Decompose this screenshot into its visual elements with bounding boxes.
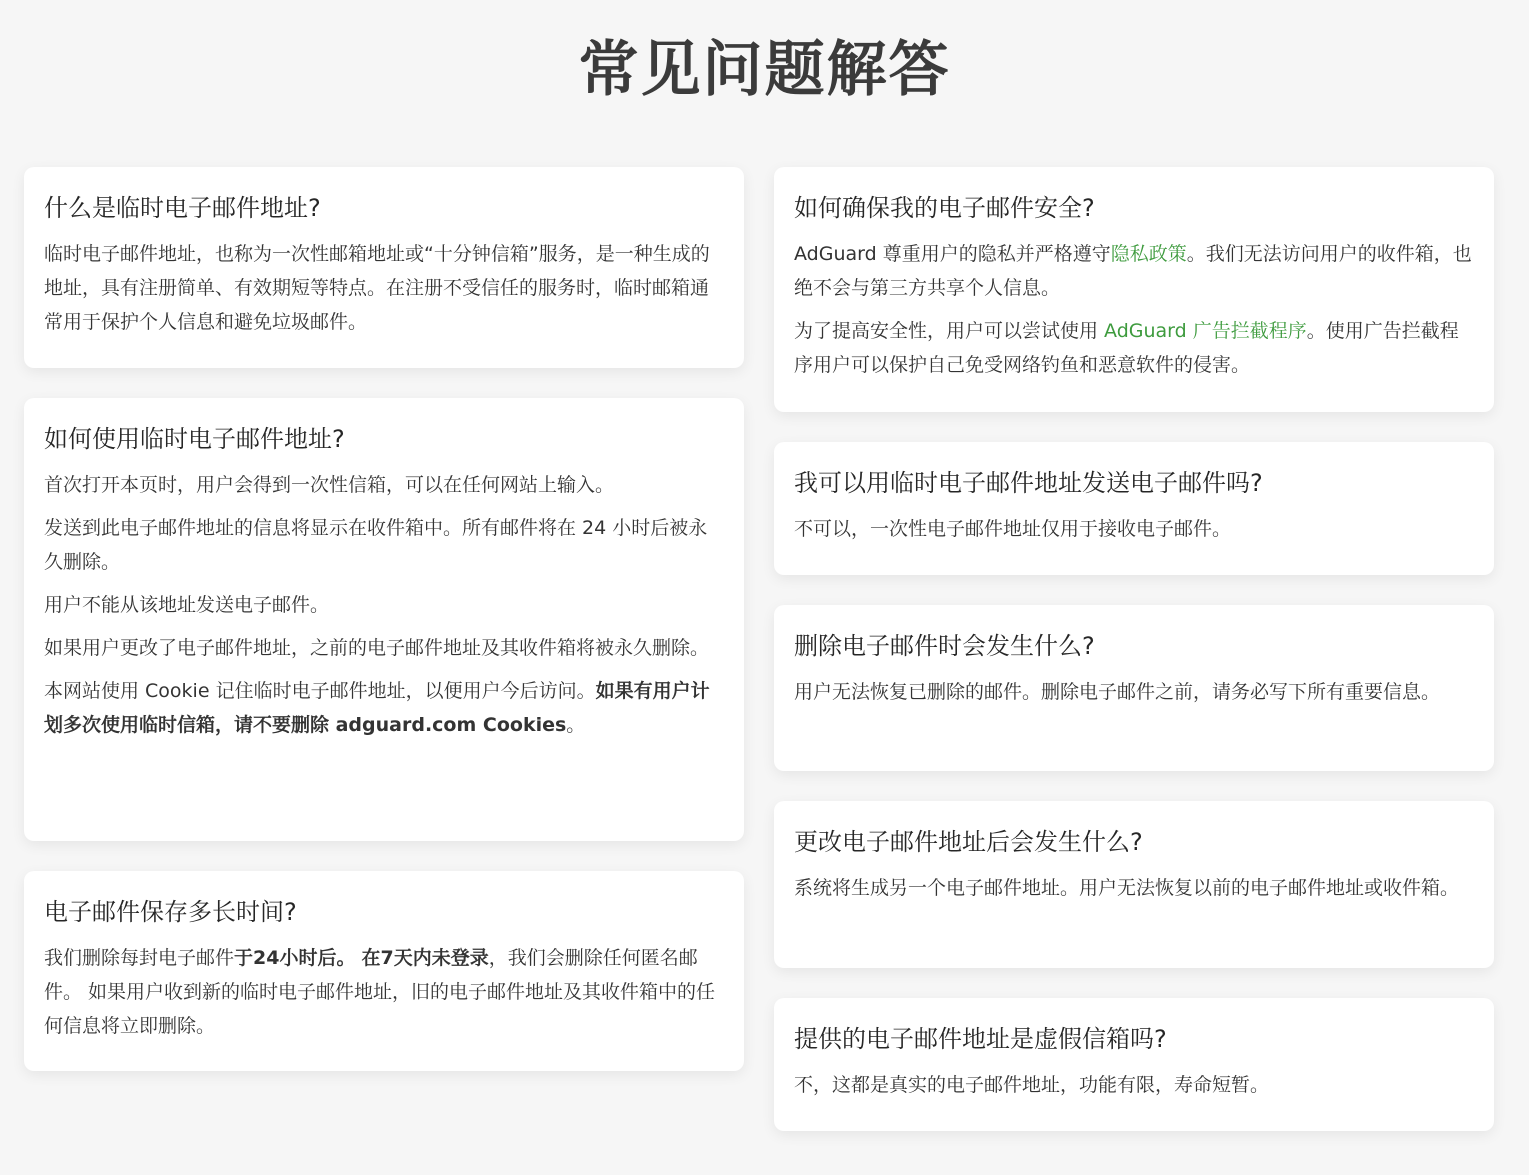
faq-answer-cookies bbox=[44, 674, 724, 742]
faq-question: 提供的电子邮件地址是虚假信箱吗? bbox=[794, 1025, 1167, 1053]
faq-question: 更改电子邮件地址后会发生什么? bbox=[794, 828, 1143, 856]
answer-text: 。使用广告拦截程序用户可以保护自己免受网络钓鱼和恶意软件的侵害。 bbox=[794, 320, 1459, 376]
faq-answer bbox=[794, 237, 1474, 305]
adguard-adblocker-link[interactable]: AdGuard 广告拦截程序 bbox=[1104, 320, 1307, 342]
faq-question: 删除电子邮件时会发生什么? bbox=[794, 632, 1095, 660]
faq-answer: 系统将生成另一个电子邮件地址。用户无法恢复以前的电子邮件地址或收件箱。 bbox=[794, 877, 1460, 899]
answer-text: 我们删除每封电子邮件 bbox=[44, 947, 235, 969]
faq-column-right bbox=[774, 167, 1494, 1131]
privacy-policy-link[interactable]: 隐私政策 bbox=[1110, 243, 1187, 265]
faq-question: 电子邮件保存多长时间? bbox=[44, 898, 297, 926]
answer-bold-text: 于24小时后。 bbox=[234, 947, 356, 969]
faq-card-retention bbox=[24, 871, 744, 1071]
faq-column-left bbox=[24, 167, 744, 1071]
faq-question: 如何确保我的电子邮件安全? bbox=[794, 194, 1095, 222]
page-title: 常见问题解答 bbox=[578, 35, 951, 105]
answer-text: ，我们会删除任何匿名邮件。 如果用户收到新的临时电子邮件地址，旧的电子邮件地址及其收件箱中的任何信息将立即删除。 bbox=[44, 947, 716, 1037]
answer-text: AdGuard 尊重用户的隐私并严格遵守 bbox=[794, 243, 1111, 265]
faq-question: 我可以用临时电子邮件地址发送电子邮件吗? bbox=[794, 469, 1263, 497]
faq-answer: 临时电子邮件地址，也称为一次性邮箱地址或“十分钟信箱”服务，是一种生成的地址，具有注册简单、有效期短等特点。在注册不受信任的服务时，临时邮箱通常用于保护个人信息和避免垃圾邮件。 bbox=[44, 243, 710, 333]
faq-answer: 用户不能从该地址发送电子邮件。 bbox=[44, 594, 330, 616]
faq-answer bbox=[794, 314, 1474, 382]
faq-answer: 用户无法恢复已删除的邮件。删除电子邮件之前，请务必写下所有重要信息。 bbox=[794, 681, 1441, 703]
faq-answer: 首次打开本页时，用户会得到一次性信箱，可以在任何网站上输入。 bbox=[44, 474, 615, 496]
faq-answer: 如果用户更改了电子邮件地址，之前的电子邮件地址及其收件箱将被永久删除。 bbox=[44, 637, 710, 659]
answer-text: 为了提高安全性，用户可以尝试使用 bbox=[794, 320, 1105, 342]
answer-text: 。 bbox=[566, 714, 586, 736]
answer-bold-text: 在7天内未登录 bbox=[361, 947, 489, 969]
answer-bold-text: 如果有用户计划多次使用临时信箱，请不要删除 adguard.com Cookies bbox=[44, 680, 710, 736]
answer-text: 本网站使用 Cookie 记住临时电子邮件地址，以便用户今后访问。 bbox=[44, 680, 596, 702]
faq-answer bbox=[44, 941, 724, 1043]
faq-question: 如何使用临时电子邮件地址? bbox=[44, 425, 345, 453]
answer-text: 。我们无法访问用户的收件箱，也绝不会与第三方共享个人信息。 bbox=[794, 243, 1472, 299]
faq-card-fake-address bbox=[774, 998, 1494, 1131]
faq-card-delete-email bbox=[774, 605, 1494, 771]
faq-answer: 不，这都是真实的电子邮件地址，功能有限，寿命短暂。 bbox=[794, 1074, 1270, 1096]
faq-card-send-email bbox=[774, 442, 1494, 575]
faq-question: 什么是临时电子邮件地址? bbox=[44, 194, 321, 222]
faq-card-how-to-use bbox=[24, 398, 744, 841]
faq-answer: 发送到此电子邮件地址的信息将显示在收件箱中。所有邮件将在 24 小时后被永久删除。 bbox=[44, 517, 708, 573]
faq-card-what-is-temp-email bbox=[24, 167, 744, 368]
faq-answer: 不可以，一次性电子邮件地址仅用于接收电子邮件。 bbox=[794, 518, 1232, 540]
faq-card-security bbox=[774, 167, 1494, 412]
faq-card-change-address bbox=[774, 801, 1494, 968]
